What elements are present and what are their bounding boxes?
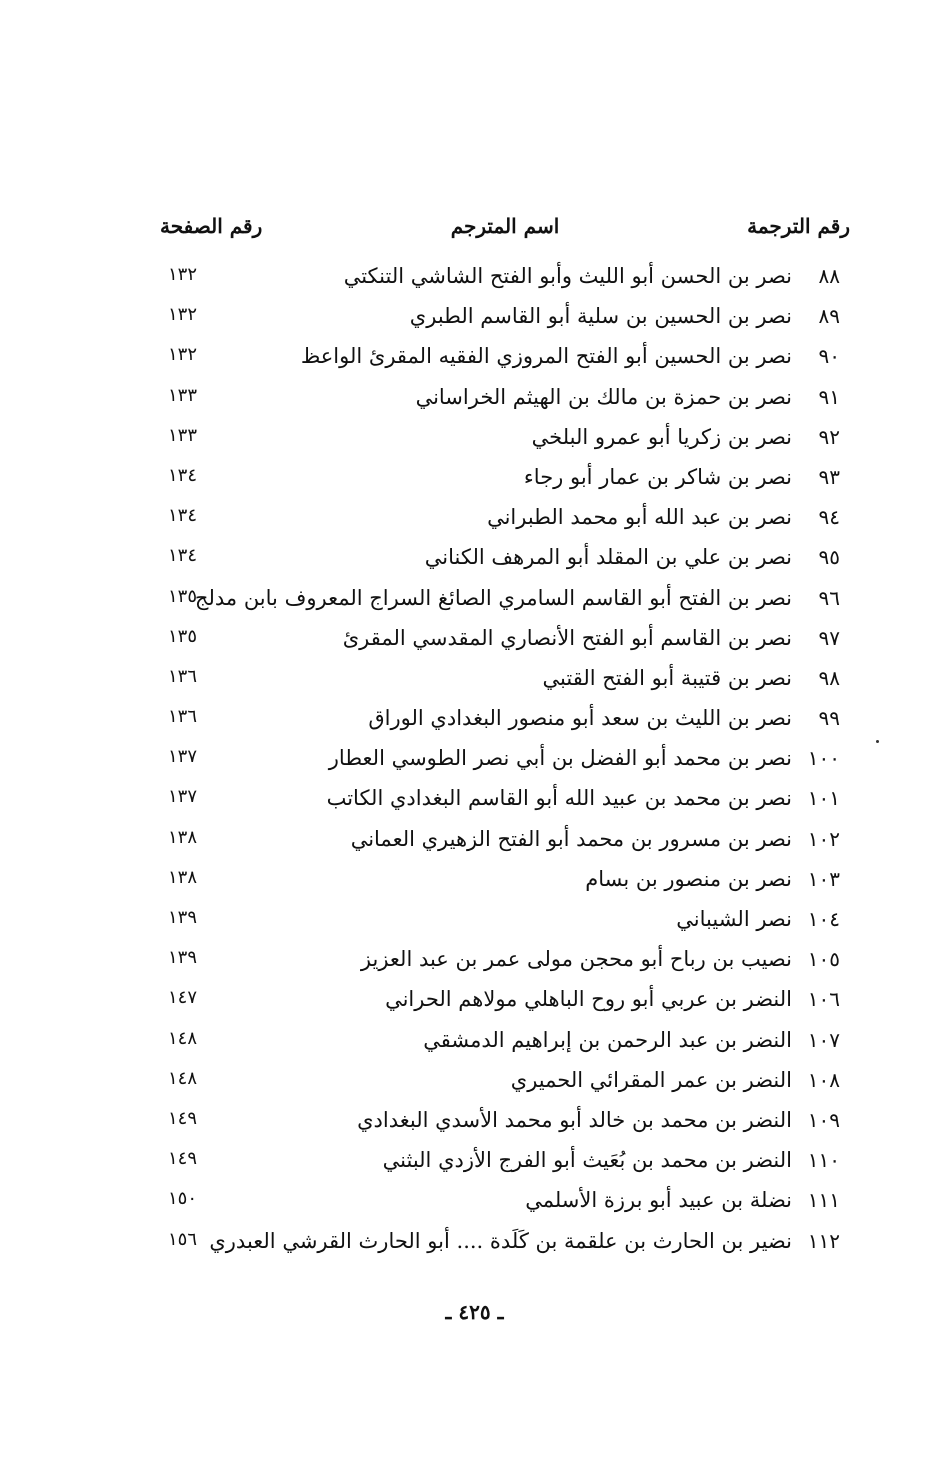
entry-page: ١٣٤	[168, 545, 198, 567]
entry-name: نصر بن منصور بن بسام	[585, 866, 792, 891]
page-footer-number: ـ ٤٢٥ ـ	[445, 1300, 504, 1324]
page-number-heading: رقم الصفحة	[160, 214, 263, 238]
entry-number-heading: رقم الترجمة	[747, 214, 850, 238]
list-item	[160, 379, 850, 419]
entry-page: ١٣٥	[168, 625, 198, 647]
entry-number: ٩٨	[818, 665, 840, 690]
entry-page: ١٣٧	[168, 786, 198, 808]
entry-number: ٩١	[818, 384, 840, 409]
entry-name: نصر بن عبد الله أبو محمد الطبراني	[487, 505, 792, 530]
entry-name: نصر بن شاكر بن عمار أبو رجاء	[523, 464, 792, 489]
list-item	[160, 539, 850, 579]
list-item	[160, 660, 850, 700]
entry-name: نصيب بن رباح أبو محجن مولى عمر بن عبد العزيز	[360, 947, 792, 972]
list-item	[160, 861, 850, 901]
entry-page: ١٥٦	[168, 1228, 198, 1250]
list-item	[160, 499, 850, 539]
entry-page: ١٥٠	[168, 1188, 198, 1210]
stray-dot	[876, 740, 879, 743]
list-item	[160, 1022, 850, 1062]
entry-name: نصر بن الحسن أبو الليث وأبو الفتح الشاشي التنكتي	[343, 264, 792, 288]
table-header	[160, 214, 850, 250]
entry-name: نصر بن حمزة بن مالك بن الهيثم الخراساني	[415, 384, 792, 409]
entry-page: ١٣٥	[168, 585, 198, 607]
list-item	[160, 780, 850, 820]
entry-number: ٩٩	[818, 706, 840, 731]
entry-number: ٩٢	[818, 424, 840, 449]
entry-page: ١٣٣	[168, 384, 198, 406]
entry-number: ٩٣	[818, 464, 840, 489]
entry-number: ١٠١	[807, 786, 840, 811]
entry-page: ١٣٣	[168, 424, 198, 446]
entry-name: نضلة بن عبيد أبو برزة الأسلمي	[525, 1188, 792, 1213]
entry-name: نصر الشيباني	[676, 907, 792, 931]
entry-name: نصر بن الليث بن سعد أبو منصور البغدادي الوراق	[368, 706, 792, 731]
entry-number: ١٠٣	[807, 866, 840, 891]
entry-name: النضر بن عربي أبو روح الباهلي مولاهم الحراني	[385, 987, 792, 1012]
list-item	[160, 258, 850, 298]
entry-number: ١٠٩	[807, 1107, 840, 1132]
entry-number: ١٠٤	[807, 907, 840, 931]
list-item	[160, 620, 850, 660]
list-item	[160, 298, 850, 338]
entry-page: ١٣٩	[168, 947, 198, 969]
entry-number: ١٠٠	[807, 746, 840, 771]
entry-name: النضر بن محمد بن خالد أبو محمد الأسدي البغدادي	[357, 1107, 792, 1132]
list-item	[160, 459, 850, 499]
entry-number: ٩٧	[818, 625, 840, 650]
entry-number: ٩٤	[818, 505, 840, 530]
entry-page: ١٤٩	[168, 1107, 198, 1129]
entry-number: ٨٩	[818, 304, 840, 329]
entry-name: نصر بن الفتح أبو القاسم السامري الصائغ السراج المعروف بابن مدلج	[194, 585, 792, 610]
entry-name: نصر بن زكريا أبو عمرو البلخي	[531, 424, 792, 449]
list-item	[160, 1142, 850, 1182]
list-item	[160, 740, 850, 780]
list-item	[160, 419, 850, 459]
entry-number: ١٠٨	[807, 1067, 840, 1092]
entry-page: ١٣٨	[168, 826, 198, 848]
list-item	[160, 901, 850, 941]
list-item	[160, 1223, 850, 1263]
index-list	[160, 258, 850, 1263]
list-item	[160, 821, 850, 861]
entry-page: ١٣٨	[168, 866, 198, 888]
list-item	[160, 1182, 850, 1222]
list-item	[160, 941, 850, 981]
entry-page: ١٣٤	[168, 464, 198, 486]
entry-page: ١٤٧	[168, 987, 198, 1009]
list-item	[160, 981, 850, 1021]
entry-name: نصر بن محمد بن عبيد الله أبو القاسم البغدادي الكاتب	[326, 786, 792, 811]
entry-name: النضر بن عمر المقرائي الحميري	[510, 1067, 792, 1092]
entry-number: ٨٨	[818, 264, 840, 288]
entry-number: ١٠٧	[807, 1027, 840, 1052]
entry-number: ٩٦	[818, 585, 840, 610]
entry-number: ١٠٢	[807, 826, 840, 851]
entry-name: نضير بن الحارث بن علقمة بن كَلَدة .... أبو الحارث القرشي العبدري	[209, 1228, 792, 1253]
entry-page: ١٣٢	[168, 304, 198, 326]
entry-page: ١٤٩	[168, 1148, 198, 1170]
list-item	[160, 1102, 850, 1142]
entry-number: ١١٢	[807, 1228, 840, 1253]
entry-page: ١٣٦	[168, 706, 198, 728]
entry-number: ١٠٦	[807, 987, 840, 1012]
entry-name: نصر بن الحسين بن سلية أبو القاسم الطبري	[409, 304, 792, 329]
entry-name: نصر بن علي بن المقلد أبو المرهف الكناني	[424, 545, 792, 570]
entry-name: نصر بن الحسين أبو الفتح المروزي الفقيه المقرئ الواعظ	[300, 344, 792, 369]
entry-name: نصر بن مسرور بن محمد أبو الفتح الزهيري العماني	[350, 826, 792, 851]
entry-name: نصر بن محمد أبو الفضل بن أبي نصر الطوسي العطار	[328, 746, 792, 771]
entry-page: ١٣٦	[168, 665, 198, 687]
entry-number: ٩٠	[818, 344, 840, 369]
entry-number: ١١٠	[807, 1148, 840, 1173]
entry-number: ٩٥	[818, 545, 840, 570]
entry-page: ١٣٤	[168, 505, 198, 527]
list-item	[160, 338, 850, 378]
entry-page: ١٣٢	[168, 344, 198, 366]
entry-page: ١٤٨	[168, 1067, 198, 1089]
entry-number: ١٠٥	[807, 947, 840, 972]
entry-page: ١٤٨	[168, 1027, 198, 1049]
entry-page: ١٣٩	[168, 907, 198, 928]
entry-name: نصر بن قتيبة أبو الفتح القتبي	[542, 665, 792, 690]
list-item	[160, 1062, 850, 1102]
list-item	[160, 700, 850, 740]
entry-number: ١١١	[807, 1188, 840, 1213]
entry-page: ١٣٧	[168, 746, 198, 768]
list-item	[160, 580, 850, 620]
entry-name: النضر بن عبد الرحمن بن إبراهيم الدمشقي	[423, 1027, 792, 1052]
entry-page: ١٣٢	[168, 264, 198, 285]
entry-name: نصر بن القاسم أبو الفتح الأنصاري المقدسي المقرئ	[342, 625, 792, 650]
entry-name: النضر بن محمد بن بُعَيث أبو الفرج الأزدي البثني	[382, 1148, 792, 1173]
name-heading: اسم المترجم	[450, 214, 560, 238]
